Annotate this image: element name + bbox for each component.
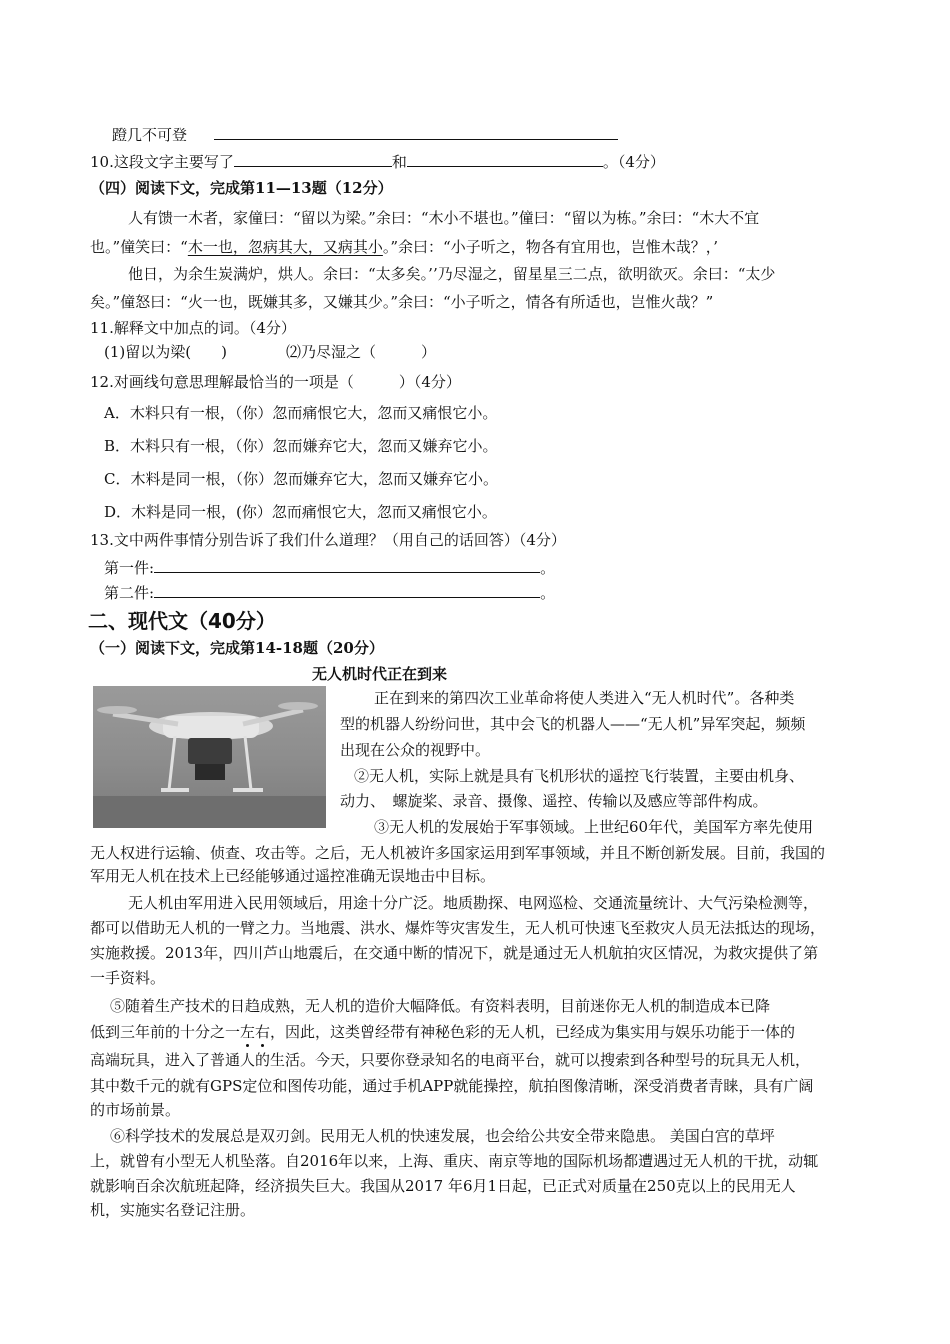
drone-photo <box>93 686 326 828</box>
article-line: 就影响百余次航班起降，经济损失巨大。我国从2017 年6月1日起，已正式对质量在250克以上的民用无人 <box>90 1177 796 1195</box>
article-line: 的市场前景。 <box>90 1101 181 1119</box>
question-10: 10.这段文字主要写了 和 。（4分） <box>90 150 665 172</box>
passage-line: 人有馈一木者，家僮曰：“留以为梁。”余曰：“木小不堪也。”僮曰：“留以为栋。”余曰：“木大不宜 <box>128 209 760 227</box>
article-line: 军用无人机在技术上已经能够通过遥控准确无误地击中目标。 <box>90 867 496 885</box>
answer-first: 第一件: 。 <box>104 556 555 578</box>
article-line: 正在到来的第四次工业革命将使人类进入“无人机时代”。各种类 <box>374 689 795 707</box>
section-4-heading: （四）阅读下文，完成第11—13题（12分） <box>90 179 393 197</box>
option-c[interactable]: C．木料是同一根，（你）忽而嫌弃它大，忽而又嫌弃它小。 <box>104 470 498 488</box>
answer-blank-10b[interactable] <box>407 150 603 167</box>
question-11-item-1[interactable]: (1)留以为梁( ) <box>104 343 227 361</box>
article-line: 上，就曾有小型无人机坠落。自2016年以来，上海、重庆、南京等地的国际机场都遭遇过无人机的干扰，动辄 <box>90 1152 819 1170</box>
article-title: 无人机时代正在到来 <box>312 665 448 683</box>
drone-icon <box>93 686 326 828</box>
article-line: ⑥科学技术的发展总是双刃剑。民用无人机的快速发展，也会给公共安全带来隐患。 美国白宫的草坪 <box>110 1127 775 1145</box>
article-line: 机，实施实名登记注册。 <box>90 1201 256 1219</box>
article-line: 其中数千元的就有GPS定位和图传功能，通过手机APP就能操控，航拍图像清晰，深受消费者青睐，具有广阔 <box>90 1077 814 1095</box>
question-13: 13.文中两件事情分别告诉了我们什么道理？（用自己的话回答）（4分） <box>90 531 566 549</box>
passage-line: 矣。”僮怒曰：“火一也，既嫌其多，又嫌其少。”余曰：“小子听之，情各有所适也，岂惟火哉？” <box>90 293 714 311</box>
article-line: ②无人机，实际上就是具有飞机形状的遥控飞行装置，主要由机身、 <box>354 767 805 785</box>
article-line: ⑤随着生产技术的日趋成熟，无人机的造价大幅降低。有资料表明，目前迷你无人机的制造成本已降 <box>110 997 771 1015</box>
article-line: ③无人机的发展始于军事领域。上世纪60年代，美国军方率先使用 <box>374 818 814 836</box>
question-11: 11.解释文中加点的词。（4分） <box>90 319 296 337</box>
article-line: 无人权进行运输、侦查、攻击等。之后，无人机被许多国家运用到军事领域，并且不断创新发展。目前，我国的 <box>90 844 826 862</box>
article-line: 出现在公众的视野中。 <box>340 741 491 759</box>
passage-line: 他日，为余生炭满炉，烘人。余曰：“太多矣。’’乃尽湿之，留星星三二点，欲明欲灭。余曰：“太少 <box>128 265 776 283</box>
answer-blank-10a[interactable] <box>234 150 392 167</box>
option-d[interactable]: D．木料是同一根，(你）忽而痛恨它大，忽而又痛恨它小。 <box>104 503 497 521</box>
dotted-word: 右 <box>255 1023 271 1041</box>
article-line: 高端玩具，进入了普通人的生活。今天，只要你登录知名的电商平台，就可以搜索到各种型号的玩具无人机， <box>90 1051 811 1069</box>
answer-second: 第二件: 。 <box>104 581 555 603</box>
article-line: 无人机由军用进入民用领域后，用途十分广泛。地质勘探、电网巡检、交通流量统计、大气污染检测等， <box>128 894 819 912</box>
passage-line: 也。”僮笑曰：“木一也，忽病其大，又病其小。”余曰：“小子听之，物各有宜用也，岂惟木哉？，’ <box>90 238 718 256</box>
option-a[interactable]: A．木料只有一根，（你）忽而痛恨它大，忽而又痛恨它小。 <box>104 404 498 422</box>
option-b[interactable]: B．木料只有一根，（你）忽而嫌弃它大，忽而又嫌弃它小。 <box>104 437 498 455</box>
answer-blank-13a[interactable] <box>154 556 540 573</box>
article-line: 实施救援。2013年，四川芦山地震后，在交通中断的情况下，就是通过无人机航拍灾区情况，为救灾提供了第 <box>90 944 819 962</box>
answer-blank[interactable] <box>214 123 618 140</box>
line-dengji: 蹬几不可登 <box>112 123 618 145</box>
article-line: 型的机器人纷纷问世，其中会飞的机器人——“无人机”异军突起，频频 <box>340 715 806 733</box>
dotted-word: 左 <box>240 1023 256 1041</box>
underlined-sentence: 木一也，忽病其大，又病其小 <box>187 238 383 256</box>
article-line: 都可以借助无人机的一臂之力。当地震、洪水、爆炸等灾害发生，无人机可快速飞至救灾人员无法抵达的现场， <box>90 919 826 937</box>
section-2-heading: 二、现代文（40分） <box>88 609 276 633</box>
answer-blank-13b[interactable] <box>154 581 540 598</box>
question-11-item-2[interactable]: ⑵乃尽湿之（ ） <box>286 343 437 361</box>
article-line: 一手资料。 <box>90 969 166 987</box>
article-line: 动力、 螺旋桨、录音、摄像、遥控、传输以及感应等部件构成。 <box>340 792 768 810</box>
subsection-1-heading: （一）阅读下文，完成第14-18题（20分） <box>90 639 384 657</box>
question-12: 12.对画线句意思理解最恰当的一项是（ ）（4分） <box>90 373 461 391</box>
article-line: 低到三年前的十分之一左右，因此，这类曾经带有神秘色彩的无人机，已经成为集实用与娱乐功能于一体的 <box>90 1023 796 1041</box>
